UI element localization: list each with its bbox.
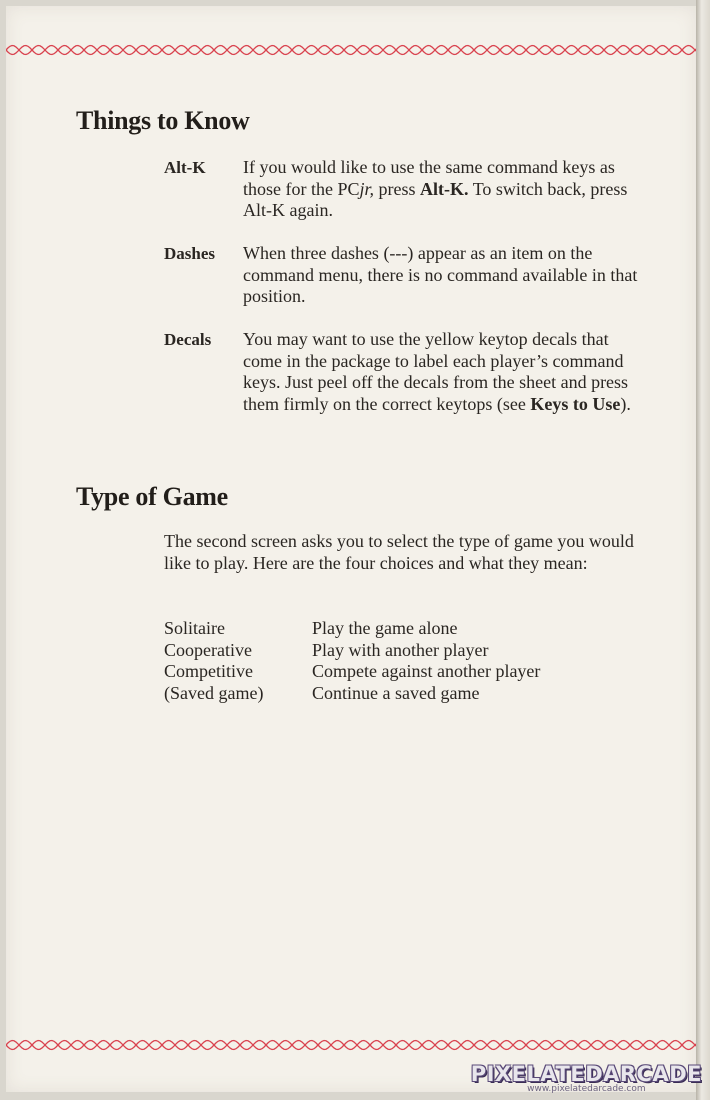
choice-description: Continue a saved game [312,682,480,703]
choice-row [164,618,624,640]
choice-row [164,683,624,705]
watermark [471,1062,702,1094]
choice-description: Play with another player [312,639,489,660]
type-of-game-intro: The second screen asks you to select the type of game you would like to play. Here are the four choices and what they mean: [164,531,634,573]
choice-name: (Saved game) [164,682,264,703]
definition-alt-k: If you would like to use the same command keys as those for the PCjr, press Alt-K. To switch back, press Alt-K again. [243,157,628,220]
watermark-title: PIXELATEDARCADE [470,1062,702,1086]
definition-dashes: When three dashes (---) appear as an item on the command menu, there is no command available in that position. [243,243,638,306]
choice-description: Play the game alone [312,618,458,638]
game-choices-list [164,618,624,704]
choice-description: Compete against another player [312,661,541,681]
choice-row [164,640,624,662]
term-alt-k: Alt-K [164,158,206,177]
choice-name: Cooperative [164,639,252,660]
heading-things-to-know: Things to Know [76,106,250,135]
decorative-border-top [6,43,696,57]
watermark-url: www.pixelatedarcade.com [527,1084,646,1094]
definition-decals: You may want to use the yellow keytop decals that come in the package to label each player’s command keys. Just peel off the decals from the sheet and press them firmly on the correct keytops (see Keys to Use). [243,329,631,414]
choice-name: Competitive [164,661,253,681]
term-dashes: Dashes [164,244,216,263]
choice-row [164,661,624,683]
page-edge [696,0,710,1100]
heading-type-of-game: Type of Game [76,482,228,511]
decorative-border-bottom [6,1038,696,1052]
term-decals: Decals [164,330,212,349]
choice-name: Solitaire [164,618,225,638]
